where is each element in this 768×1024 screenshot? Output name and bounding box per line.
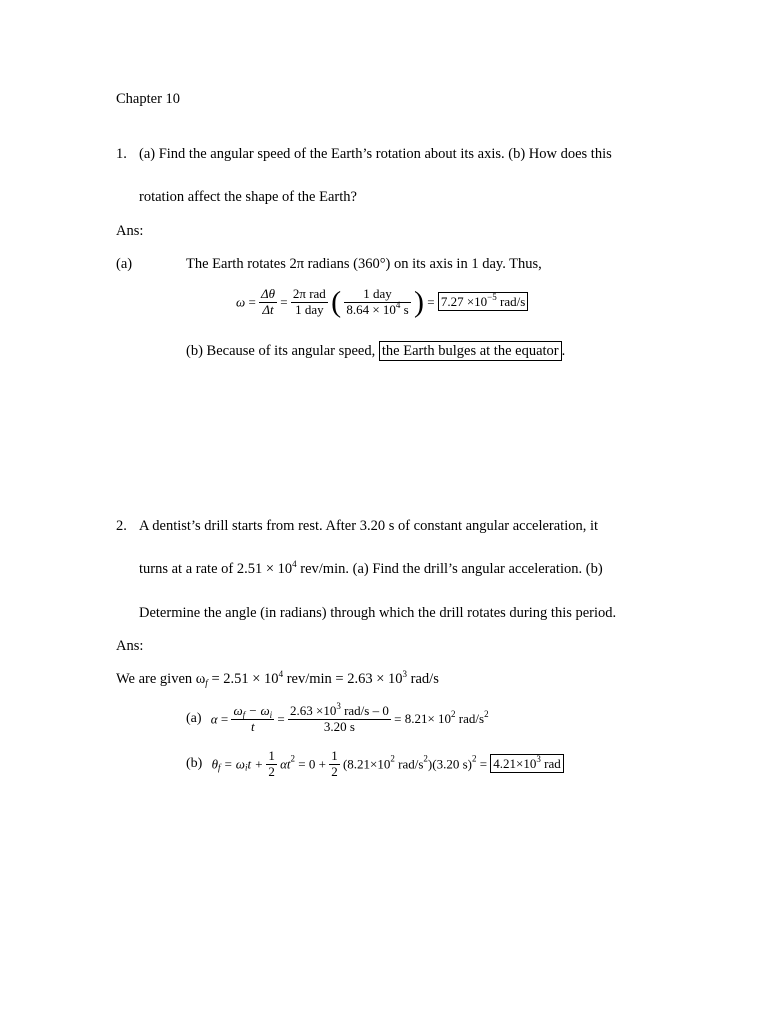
period: . [561,343,566,359]
question-1-part-b [186,344,565,359]
question-2-equation-b: (b) $\theta_f = \omega_it$ + $\frac{1}{2}$ $\alpha t^2 = 0$ + $\frac{1}{2}$ ($8.21\times 10^2$ rad/$s^2)(3.20$ $s)^2 = 4.21\times 10^3$ rad [186,749,564,780]
equals-sign: = [248,294,256,310]
fraction-one-half [266,749,277,780]
omega-symbol: ω [236,294,246,310]
question-1-ans-label: Ans: [116,223,144,239]
denominator: Δt [262,301,274,317]
fraction-day-conversion [344,287,410,318]
alpha-symbol: α [210,711,218,727]
question-1-equation [236,287,528,318]
numerator: 2π rad [292,286,326,301]
question-1-number: 1. [116,146,127,162]
part-b-label: (b) [186,756,203,772]
question-2-line-3: Determine the angle (in radians) through which the drill rotates during this period. [139,605,617,621]
question-2-ans-label: Ans: [116,638,144,654]
fraction-delta-theta-over-delta-t [259,287,277,318]
question-1-part-a-text: The Earth rotates 2π radians (360°) on its axis in 1 day. Thus, [186,256,542,272]
denominator: 2 [268,763,275,779]
part-a-label: (a) [186,711,202,727]
boxed-result: $4.21\times 10^3$ rad [490,754,563,773]
question-1-line-1: (a) Find the angular speed of the Earth’s rotation about its axis. (b) How does this [139,146,612,162]
numerator: $\omega_f - \omega_i$ [233,703,273,720]
question-1-line-2: rotation affect the shape of the Earth? [139,189,357,205]
equals-sign: = [427,294,435,310]
fraction-values [288,701,391,735]
left-paren: ( [331,285,342,319]
part-b-text: (b) Because of its angular speed, [186,343,376,359]
fraction-2pi-rad-per-day [291,287,328,318]
question-2-equation-a [186,701,489,735]
question-2-given: We are given $\omega_f = 2.51 \times 10^4$ $rev/\min = 2.63 \times 10^3$ rad/s [116,669,439,688]
boxed-answer: the Earth bulges at the equator [379,341,562,361]
denominator: 3.20 s [323,718,355,734]
theta-symbol: θ [211,756,218,772]
equals-sign: = [277,711,285,727]
numerator: $2.63 \times 10^3$ rad/s – 0 [289,701,389,718]
equals-sign: = [280,294,288,310]
question-2-number: 2. [116,518,127,534]
right-paren: ) [413,285,424,319]
equals-sign: = [394,711,402,727]
chapter-title: Chapter 10 [116,91,181,107]
denominator: $8.64 \times 10^4$ s [346,299,409,317]
numerator: Δθ [261,286,276,301]
denominator: t [250,718,255,734]
equals-sign: = [220,711,229,727]
fraction-omega-difference-over-t [231,704,274,735]
numerator: 1 day [344,287,410,303]
numerator: 1 [331,748,338,763]
question-2-line-1: A dentist’s drill starts from rest. After 3.20 s of constant angular acceleration, it [139,518,599,534]
numerator: 1 [268,748,275,763]
denominator: 2 [331,763,338,779]
denominator: 1 day [295,301,324,317]
fraction-one-half [329,749,340,780]
boxed-result: $7.27 \times 10^{-5}$ rad/s [438,292,528,311]
result: $8.21\times 10^2$ rad/$s^2$ [404,709,489,727]
question-1-part-a-label: (a) [116,256,133,272]
question-2-line-2: turns at a rate of $2.51 \times 10^4$ rev/min. (a) Find the drill’s angular acceleration. (b) [139,559,603,577]
